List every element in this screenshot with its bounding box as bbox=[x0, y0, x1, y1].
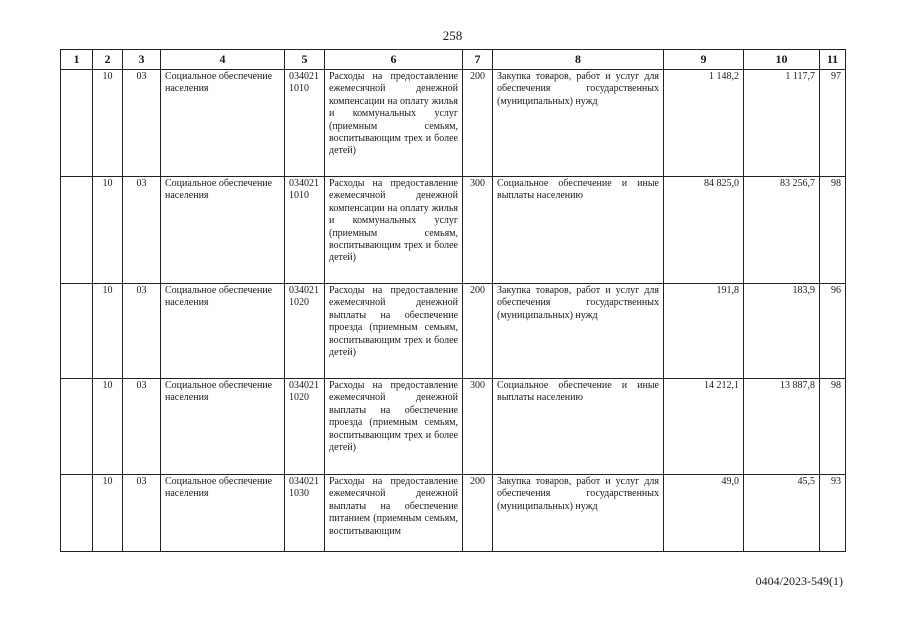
cell-col-4: Социальное обеспечение населения bbox=[161, 284, 285, 379]
column-header-11: 11 bbox=[820, 50, 846, 70]
cell-col-11: 98 bbox=[820, 177, 846, 284]
cell-col-7: 300 bbox=[463, 177, 493, 284]
cell-col-7: 200 bbox=[463, 284, 493, 379]
cell-col-10: 1 117,7 bbox=[744, 70, 820, 177]
cell-col-10: 45,5 bbox=[744, 475, 820, 552]
column-header-8: 8 bbox=[493, 50, 664, 70]
column-header-2: 2 bbox=[93, 50, 123, 70]
column-header-1: 1 bbox=[61, 50, 93, 70]
cell-col-3: 03 bbox=[123, 379, 161, 475]
document-code: 0404/2023-549(1) bbox=[755, 574, 843, 588]
cell-col-2: 10 bbox=[93, 284, 123, 379]
cell-col-8: Закупка товаров, работ и услуг для обеспечения государственных (муниципальных) нужд bbox=[493, 70, 664, 177]
column-header-6: 6 bbox=[325, 50, 463, 70]
cell-col-9: 84 825,0 bbox=[664, 177, 744, 284]
cell-col-10: 183,9 bbox=[744, 284, 820, 379]
cell-col-9: 14 212,1 bbox=[664, 379, 744, 475]
cell-col-11: 93 bbox=[820, 475, 846, 552]
cell-col-8: Социальное обеспечение и иные выплаты населению bbox=[493, 379, 664, 475]
cell-col-8: Социальное обеспечение и иные выплаты населению bbox=[493, 177, 664, 284]
cell-col-6: Расходы на предоставление ежемесячной денежной выплаты на обеспечение проезда (приемным семьям, воспитывающим трех и более детей) bbox=[325, 379, 463, 475]
column-header-9: 9 bbox=[664, 50, 744, 70]
cell-col-10: 13 887,8 bbox=[744, 379, 820, 475]
cell-col-6: Расходы на предоставление ежемесячной денежной компенсации на оплату жилья и коммунальных услуг (приемным семьям, воспитывающим трех и более детей) bbox=[325, 70, 463, 177]
cell-col-2: 10 bbox=[93, 177, 123, 284]
budget-table bbox=[60, 49, 846, 552]
cell-col-5: 034021 1020 bbox=[285, 379, 325, 475]
cell-col-3: 03 bbox=[123, 475, 161, 552]
cell-col-5: 034021 1010 bbox=[285, 70, 325, 177]
cell-col-11: 97 bbox=[820, 70, 846, 177]
cell-col-1 bbox=[61, 284, 93, 379]
cell-col-3: 03 bbox=[123, 284, 161, 379]
cell-col-5: 034021 1030 bbox=[285, 475, 325, 552]
cell-col-4: Социальное обеспечение населения bbox=[161, 177, 285, 284]
table-row bbox=[61, 284, 846, 379]
cell-col-10: 83 256,7 bbox=[744, 177, 820, 284]
table-body bbox=[61, 70, 846, 552]
table-row bbox=[61, 475, 846, 552]
cell-col-2: 10 bbox=[93, 379, 123, 475]
table-row bbox=[61, 379, 846, 475]
column-header-4: 4 bbox=[161, 50, 285, 70]
cell-col-4: Социальное обеспечение населения bbox=[161, 70, 285, 177]
cell-col-1 bbox=[61, 379, 93, 475]
column-header-10: 10 bbox=[744, 50, 820, 70]
table-row bbox=[61, 177, 846, 284]
cell-col-9: 49,0 bbox=[664, 475, 744, 552]
cell-col-8: Закупка товаров, работ и услуг для обеспечения государственных (муниципальных) нужд bbox=[493, 284, 664, 379]
cell-col-7: 200 bbox=[463, 475, 493, 552]
cell-col-11: 96 bbox=[820, 284, 846, 379]
cell-col-2: 10 bbox=[93, 70, 123, 177]
page-number: 258 bbox=[442, 28, 463, 43]
cell-col-11: 98 bbox=[820, 379, 846, 475]
cell-col-4: Социальное обеспечение населения bbox=[161, 379, 285, 475]
cell-col-6: Расходы на предоставление ежемесячной денежной выплаты на обеспечение проезда (приемным семьям, воспитывающим трех и более детей) bbox=[325, 284, 463, 379]
column-header-5: 5 bbox=[285, 50, 325, 70]
cell-col-4: Социальное обеспечение населения bbox=[161, 475, 285, 552]
cell-col-3: 03 bbox=[123, 177, 161, 284]
cell-col-2: 10 bbox=[93, 475, 123, 552]
table-row bbox=[61, 70, 846, 177]
cell-col-6: Расходы на предоставление ежемесячной денежной компенсации на оплату жилья и коммунальных услуг (приемным семьям, воспитывающим трех и более детей) bbox=[325, 177, 463, 284]
cell-col-3: 03 bbox=[123, 70, 161, 177]
cell-col-1 bbox=[61, 475, 93, 552]
cell-col-1 bbox=[61, 70, 93, 177]
column-header-3: 3 bbox=[123, 50, 161, 70]
cell-col-1 bbox=[61, 177, 93, 284]
cell-col-5: 034021 1010 bbox=[285, 177, 325, 284]
header-row bbox=[61, 50, 846, 70]
cell-col-6: Расходы на предоставление ежемесячной денежной выплаты на обеспечение питанием (приемным семьям, воспитывающим bbox=[325, 475, 463, 552]
cell-col-5: 034021 1020 bbox=[285, 284, 325, 379]
cell-col-7: 200 bbox=[463, 70, 493, 177]
cell-col-9: 1 148,2 bbox=[664, 70, 744, 177]
cell-col-9: 191,8 bbox=[664, 284, 744, 379]
cell-col-8: Закупка товаров, работ и услуг для обеспечения государственных (муниципальных) нужд bbox=[493, 475, 664, 552]
cell-col-7: 300 bbox=[463, 379, 493, 475]
column-header-7: 7 bbox=[463, 50, 493, 70]
